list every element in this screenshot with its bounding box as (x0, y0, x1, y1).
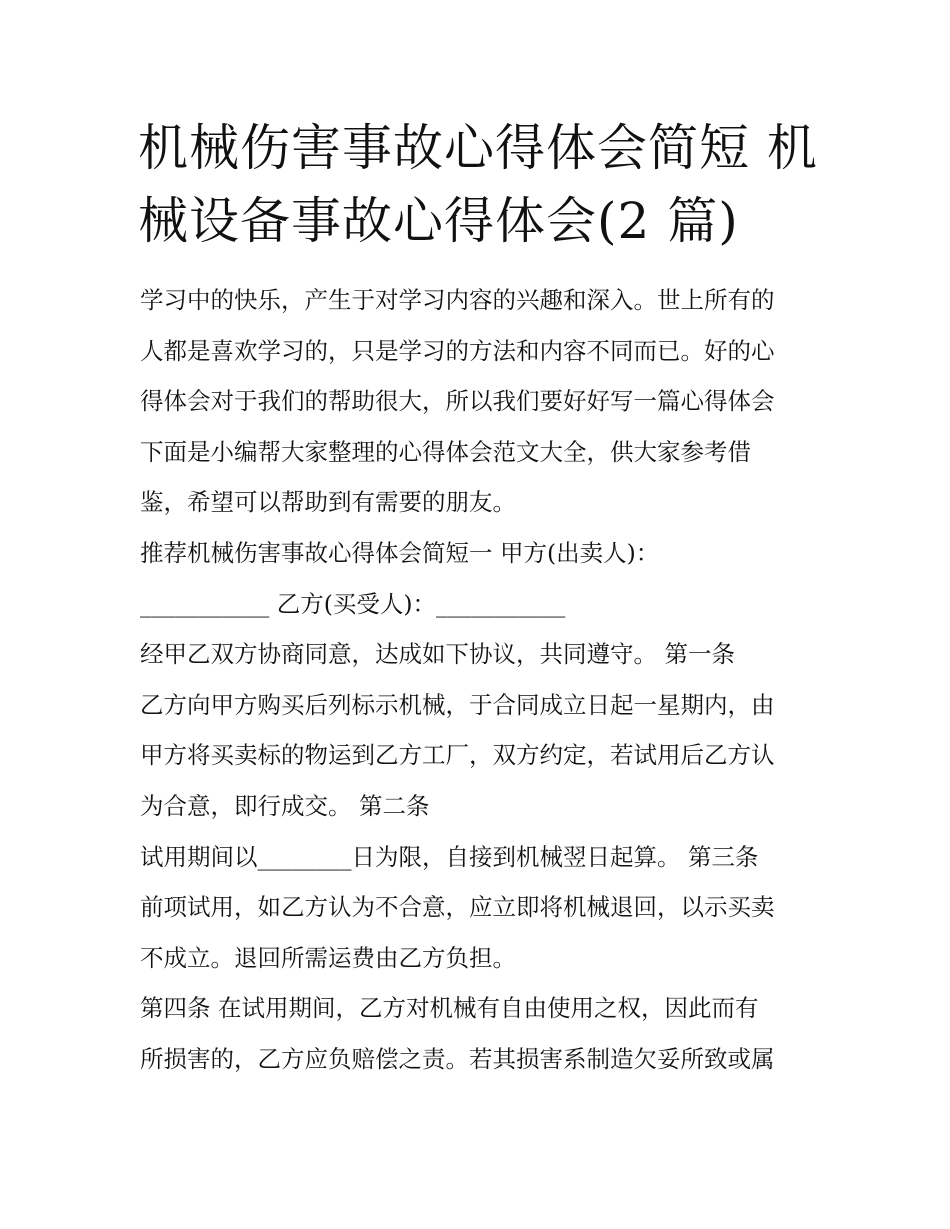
document-title (138, 112, 818, 258)
paragraph-line: 第四条 在试用期间，乙方对机械有自由使用之权，因此而有 (140, 994, 759, 1023)
paragraph-line: 鉴，希望可以帮助到有需要的朋友。 (140, 488, 516, 517)
paragraph-line: 不成立。退回所需运费由乙方负担。 (140, 943, 516, 972)
title-line: 机械伤害事故心得体会简短 机 (138, 119, 818, 177)
paragraph-line: 为合意，即行成交。 第二条 (140, 791, 430, 820)
paragraph-line: 得体会对于我们的帮助很大，所以我们要好好写一篇心得体会 (140, 387, 775, 416)
paragraph-line: 人都是喜欢学习的，只是学习的方法和内容不同而已。好的心 (140, 336, 775, 365)
paragraph-line: 推荐机械伤害事故心得体会简短一 甲方(出卖人)： (140, 538, 660, 567)
paragraph-line: 试用期间以________日为限，自接到机械翌日起算。 第三条 (140, 842, 759, 871)
paragraph-line: 乙方向甲方购买后列标示机械，于合同成立日起一星期内，由 (140, 690, 775, 719)
document-body (140, 275, 820, 1085)
paragraph-line: 学习中的快乐，产生于对学习内容的兴趣和深入。世上所有的 (140, 286, 775, 314)
paragraph-line: ___________ 乙方(买受人)：___________ (140, 589, 566, 618)
paragraph-line: 甲方将买卖标的物运到乙方工厂，双方约定，若试用后乙方认 (140, 741, 775, 770)
paragraph-line: 所损害的，乙方应负赔偿之责。若其损害系制造欠妥所致或属 (140, 1044, 775, 1073)
paragraph-line: 前项试用，如乙方认为不合意，应立即将机械退回，以示买卖 (140, 893, 775, 922)
title-line: 械设备事故心得体会(2 篇) (138, 192, 739, 250)
paragraph-line: 经甲乙双方协商同意，达成如下协议，共同遵守。 第一条 (140, 640, 735, 669)
paragraph-line: 下面是小编帮大家整理的心得体会范文大全，供大家参考借 (140, 437, 751, 466)
